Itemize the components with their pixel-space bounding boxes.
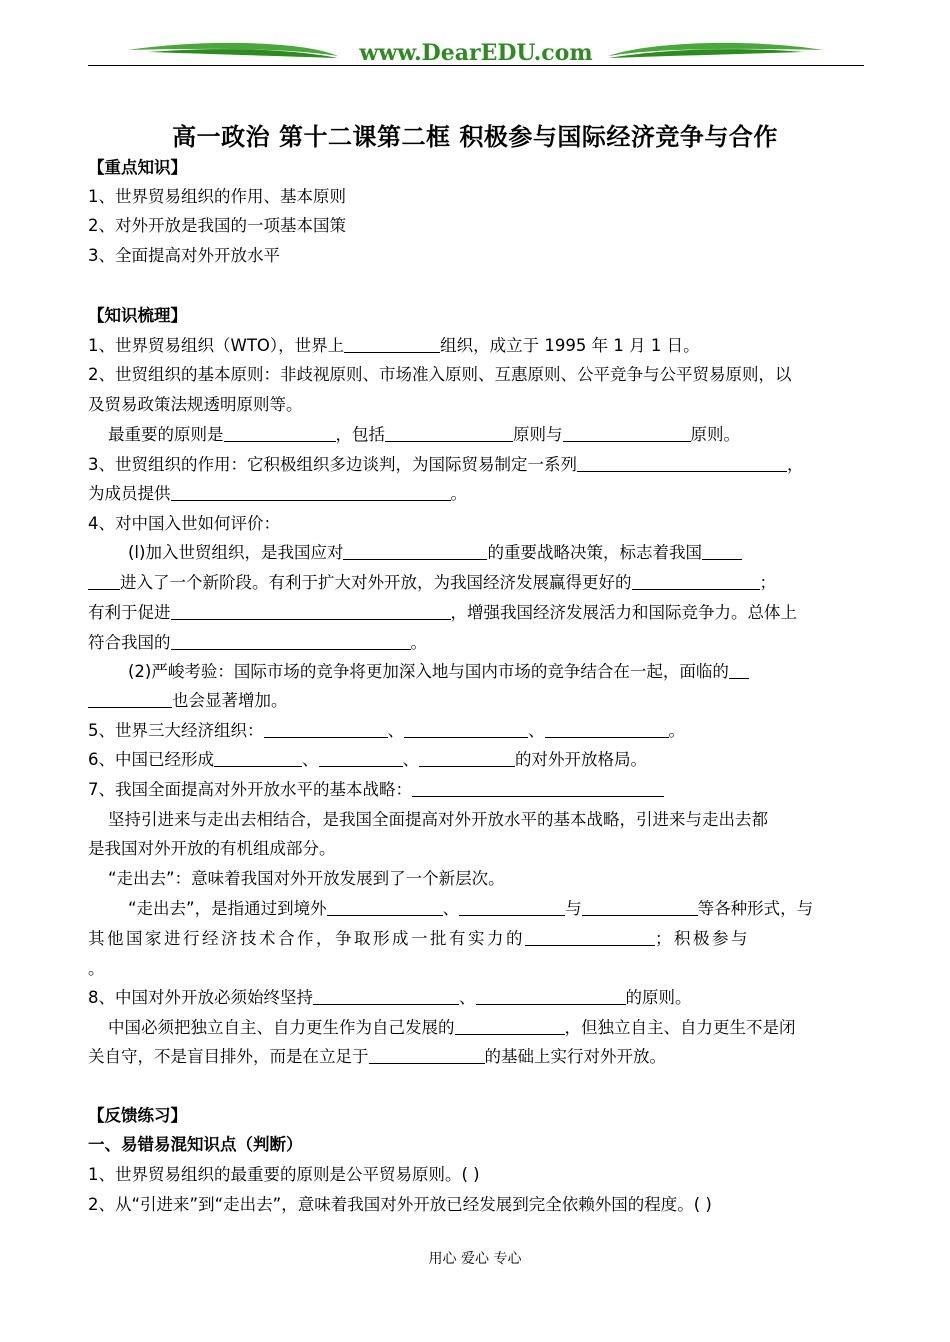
q4-text: 的重要战略决策，标志着我国 (487, 543, 702, 562)
review-q7-para6: 。 (88, 959, 105, 978)
fill-blank[interactable] (214, 750, 302, 767)
leaf-swoosh-icon (88, 36, 864, 72)
q8-text: 中国必须把独立自主、自力更生作为自己发展的 (108, 1018, 455, 1037)
fill-blank[interactable] (319, 750, 403, 767)
q6-text: 、 (302, 750, 319, 769)
review-heading: 【知识梳理】 (88, 306, 187, 325)
review-q7 (88, 779, 864, 801)
q8-text: 的原则。 (625, 988, 692, 1007)
q7-text: 其他国家进行经济技术合作，争取形成一批有实力的 (88, 929, 525, 948)
review-q8-para2 (88, 1046, 864, 1068)
q4-text: ，增强我国经济发展活力和国际竞争力。总体上 (450, 603, 797, 622)
page-footer: 用心 爱心 专心 (428, 1251, 522, 1267)
fill-blank[interactable] (385, 425, 513, 442)
review-q4-line1: 4、对中国入世如何评价： (88, 514, 280, 533)
q3-text: 为成员提供 (88, 484, 171, 503)
q4-text: (l)加入世贸组织，是我国应对 (128, 543, 344, 562)
fill-blank[interactable] (476, 988, 626, 1005)
fill-blank[interactable] (632, 573, 760, 590)
q7-text: 与 (565, 899, 582, 918)
review-q4-line4 (88, 602, 864, 624)
q2-text: 原则。 (690, 425, 740, 444)
fill-blank[interactable] (264, 721, 388, 738)
review-q2-line1: 2、世贸组织的基本原则：非歧视原则、市场准入原则、互惠原则、公平竞争与公平贸易原则，以 (88, 365, 792, 384)
q5-text: 、 (528, 721, 545, 740)
q8-text: 8、中国对外开放必须始终坚持 (88, 988, 313, 1007)
review-q7-para5 (88, 928, 864, 950)
key-point-1: 1、世界贸易组织的作用、基本原则 (88, 187, 346, 206)
key-point-3: 3、全面提高对外开放水平 (88, 246, 280, 265)
q5-text: 、 (387, 721, 404, 740)
fill-blank[interactable] (459, 899, 565, 916)
fill-blank[interactable] (563, 425, 691, 442)
fill-blank[interactable] (525, 929, 655, 946)
review-q4-line3 (88, 572, 864, 594)
page-title: 高一政治 第十二课第二框 积极参与国际经济竞争与合作 (172, 123, 778, 151)
feedback-heading: 【反馈练习】 (88, 1106, 187, 1125)
review-q7-para1: 坚持引进来与走出去相结合，是我国全面提高对外开放水平的基本战略，引进来与走出去都 (108, 810, 768, 829)
q7-text: 等各种形式，与 (697, 899, 814, 918)
q5-text: 5、世界三大经济组织： (88, 721, 264, 740)
fill-blank[interactable] (343, 543, 487, 560)
fill-blank[interactable] (327, 899, 443, 916)
fill-blank[interactable] (729, 662, 749, 679)
q4-text: 。 (410, 633, 427, 652)
q2-text: 原则与 (513, 425, 563, 444)
review-q3-line2 (88, 483, 864, 505)
q8-text: 的基础上实行对外开放。 (484, 1047, 666, 1066)
header-rule (88, 65, 864, 66)
fill-blank[interactable] (404, 721, 528, 738)
q2-text: ，包括 (335, 425, 385, 444)
q4-text: 有利于促进 (88, 603, 171, 622)
q4-text: (2)严峻考验：国际市场的竞争将更加深入地与国内市场的竞争结合在一起，面临的 (128, 662, 729, 681)
q5-text: 。 (668, 721, 685, 740)
q4-text: ； (759, 573, 776, 592)
key-points-heading: 【重点知识】 (88, 158, 187, 177)
fill-blank[interactable] (419, 750, 515, 767)
review-q3-line1 (88, 454, 864, 476)
site-logo-text: www.DearEDU.com (359, 40, 593, 66)
fill-blank[interactable] (582, 899, 698, 916)
feedback-subheading: 一、易错易混知识点（判断） (88, 1135, 303, 1154)
review-q7-para2: 是我国对外开放的有机组成部分。 (88, 839, 336, 858)
q6-text: 、 (402, 750, 419, 769)
fill-blank[interactable] (412, 780, 664, 797)
review-q8-para1 (108, 1017, 884, 1039)
fill-blank[interactable] (224, 425, 336, 442)
key-point-2: 2、对外开放是我国的一项基本国策 (88, 216, 346, 235)
review-q4-line5 (88, 632, 864, 654)
fill-blank[interactable] (313, 988, 459, 1005)
fill-blank[interactable] (171, 603, 451, 620)
q6-text: 的对外开放格局。 (515, 750, 647, 769)
review-q2-line2: 及贸易政策法规透明原则等。 (88, 395, 303, 414)
fill-blank[interactable] (88, 573, 120, 590)
review-q4-line2 (128, 542, 904, 564)
q8-text: ，但独立自主、自力更生不是闭 (564, 1018, 796, 1037)
feedback-judge-2: 2、从“引进来”到“走出去”，意味着我国对外开放已经发展到完全依赖外国的程度。( ) (88, 1195, 712, 1214)
fill-blank[interactable] (344, 336, 440, 353)
review-q5 (88, 720, 864, 742)
q3-text: ， (787, 455, 804, 474)
fill-blank[interactable] (702, 543, 742, 560)
review-q6 (88, 749, 864, 771)
fill-blank[interactable] (88, 691, 172, 708)
fill-blank[interactable] (455, 1018, 565, 1035)
review-q2-line3 (108, 424, 884, 446)
review-q4-line6 (128, 661, 904, 683)
fill-blank[interactable] (545, 721, 669, 738)
q1-text: 1、世界贸易组织（WTO），世界上 (88, 336, 345, 355)
q2-text: 最重要的原则是 (108, 425, 224, 444)
review-q4-line7 (88, 690, 864, 712)
q7-text: 7、我国全面提高对外开放水平的基本战略： (88, 780, 412, 799)
fill-blank[interactable] (171, 633, 411, 650)
q8-text: 关自守，不是盲目排外，而是在立足于 (88, 1047, 369, 1066)
q1-text-end: 组织，成立于 1995 年 1 月 1 日。 (440, 336, 700, 355)
q3-text: 。 (450, 484, 467, 503)
q7-text: 、 (442, 899, 460, 918)
review-q8 (88, 987, 864, 1009)
feedback-judge-1: 1、世界贸易组织的最重要的原则是公平贸易原则。( ) (88, 1165, 480, 1184)
q4-text: 符合我国的 (88, 633, 171, 652)
review-q7-para3: “走出去”：意味着我国对外开放发展到了一个新层次。 (108, 869, 505, 888)
q7-text: ；积极参与 (655, 929, 750, 948)
q8-text: 、 (459, 988, 476, 1007)
q4-text: 也会显著增加。 (172, 691, 288, 710)
q3-text: 3、世贸组织的作用：它积极组织多边谈判，为国际贸易制定一系列 (88, 455, 577, 474)
q6-text: 6、中国已经形成 (88, 750, 214, 769)
review-q7-para4 (128, 898, 904, 920)
fill-blank[interactable] (369, 1047, 485, 1064)
fill-blank[interactable] (577, 455, 787, 472)
site-banner (88, 36, 864, 72)
q7-text: “走出去”，是指通过到境外 (128, 899, 327, 918)
review-q1 (88, 335, 864, 357)
q4-text: 进入了一个新阶段。有利于扩大对外开放，为我国经济发展赢得更好的 (120, 573, 632, 592)
fill-blank[interactable] (171, 484, 451, 501)
